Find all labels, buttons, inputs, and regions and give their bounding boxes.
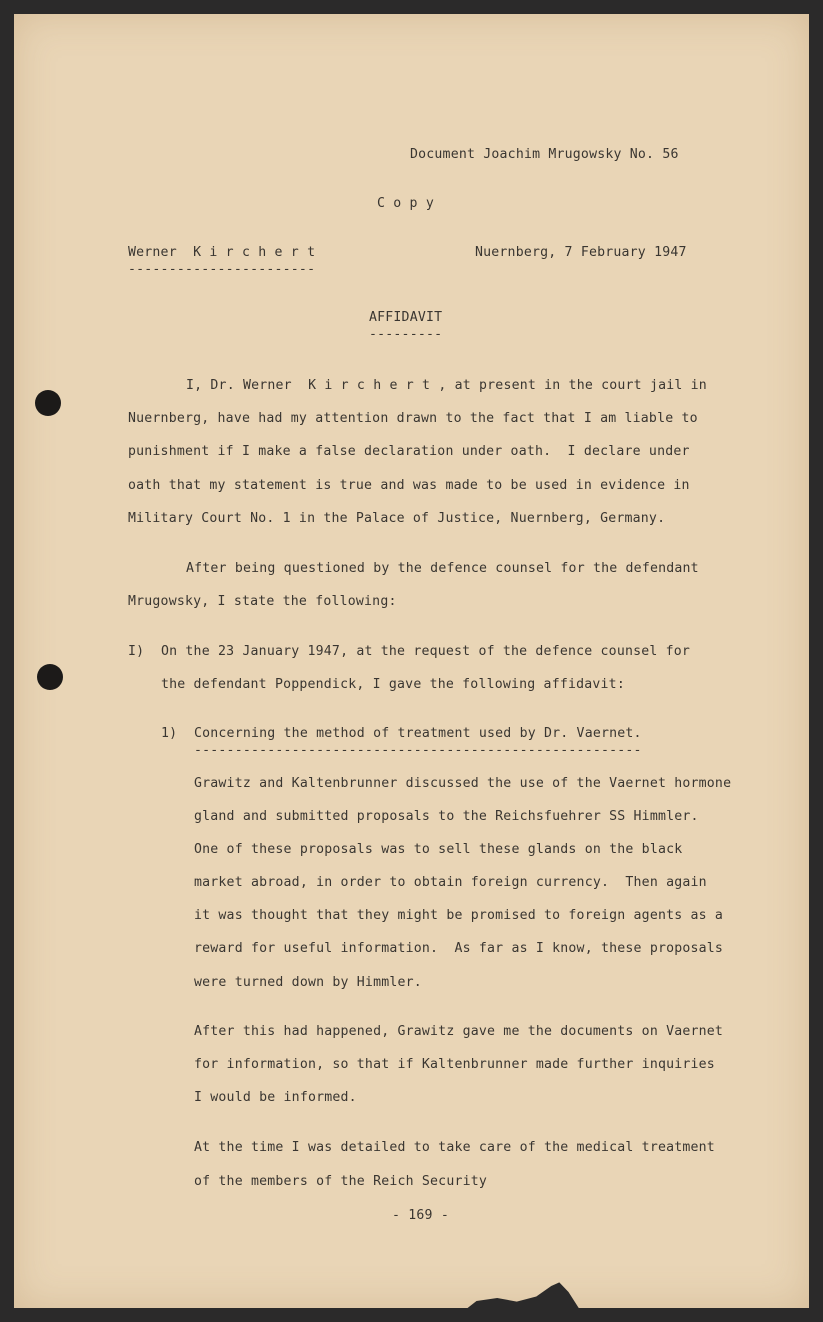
paragraph-line: reward for useful information. As far as I know, these proposals	[194, 941, 724, 956]
paragraph-line: One of these proposals was to sell these glands on the black	[194, 842, 683, 857]
paragraph-line: punishment if I make a false declaration under oath. I declare under	[128, 444, 690, 459]
paragraph-line: I would be informed.	[194, 1090, 357, 1105]
paragraph-line: After being questioned by the defence counsel for the defendant	[186, 561, 699, 576]
title-underline: ---------	[369, 327, 443, 342]
paragraph-line: Mrugowsky, I state the following:	[128, 594, 397, 609]
document-title: AFFIDAVIT	[369, 310, 443, 325]
page-number: - 169 -	[392, 1208, 449, 1223]
punch-hole	[35, 390, 61, 416]
paragraph-line: for information, so that if Kaltenbrunner made further inquiries	[194, 1057, 715, 1072]
copy-label: C o p y	[377, 196, 434, 211]
paragraph-line: At the time I was detailed to take care of the medical treatment	[194, 1140, 715, 1155]
paragraph-line: of the members of the Reich Security	[194, 1174, 488, 1189]
item-label: I)	[128, 644, 145, 659]
paragraph-line: oath that my statement is true and was made to be used in evidence in	[128, 478, 690, 493]
item-line: On the 23 January 1947, at the request of the defence counsel for	[161, 644, 691, 659]
item-line: the defendant Poppendick, I gave the following affidavit:	[161, 677, 625, 692]
paragraph-line: Military Court No. 1 in the Palace of Justice, Nuernberg, Germany.	[128, 511, 666, 526]
subitem-heading: Concerning the method of treatment used by Dr. Vaernet.	[194, 726, 642, 741]
paragraph-line: Nuernberg, have had my attention drawn to the fact that I am liable to	[128, 411, 698, 426]
document-reference: Document Joachim Mrugowsky No. 56	[410, 147, 679, 162]
paragraph-line: it was thought that they might be promised to foreign agents as a	[194, 908, 724, 923]
punch-hole	[37, 664, 63, 690]
subitem-heading-underline: -------------------------------------------------------	[194, 743, 642, 758]
paragraph-line: were turned down by Himmler.	[194, 975, 422, 990]
author-underline: -----------------------	[128, 262, 316, 277]
paragraph-line: Grawitz and Kaltenbrunner discussed the use of the Vaernet hormone	[194, 776, 732, 791]
author-name: Werner K i r c h e r t	[128, 245, 316, 260]
place-date: Nuernberg, 7 February 1947	[475, 245, 687, 260]
paragraph-line: gland and submitted proposals to the Reichsfuehrer SS Himmler.	[194, 809, 699, 824]
subitem-label: 1)	[161, 726, 178, 741]
paragraph-line: After this had happened, Grawitz gave me the documents on Vaernet	[194, 1024, 724, 1039]
paragraph-line: market abroad, in order to obtain foreign currency. Then again	[194, 875, 707, 890]
paragraph-line: I, Dr. Werner K i r c h e r t , at present in the court jail in	[186, 378, 707, 393]
